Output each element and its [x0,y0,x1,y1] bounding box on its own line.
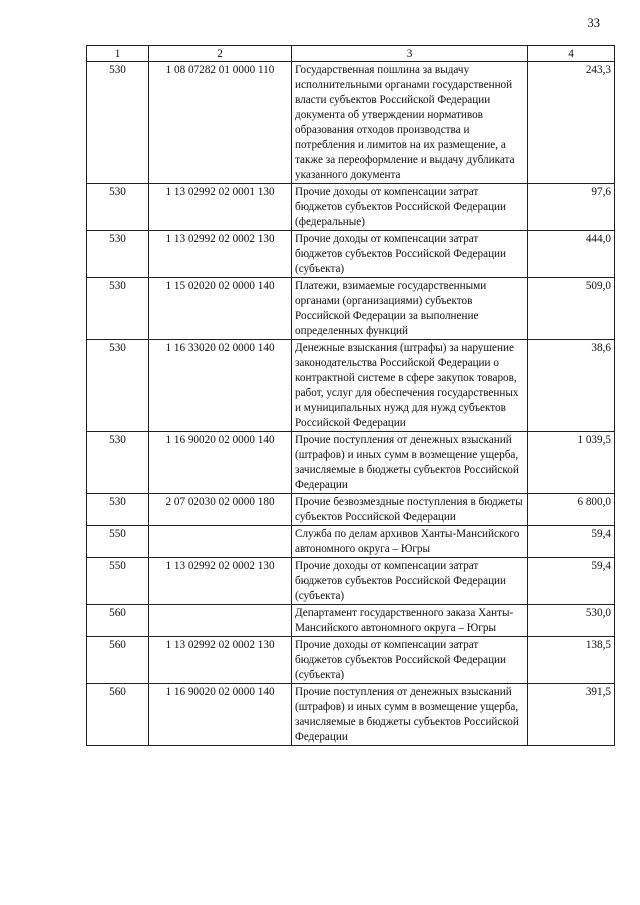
revenue-name-cell: Прочие доходы от компенсации затрат бюджетов субъектов Российской Федерации (субъекта) [292,637,528,684]
table-row [87,605,615,637]
admin-code-cell: 530 [87,62,149,184]
budget-code-cell: 1 13 02992 02 0002 130 [149,637,292,684]
amount-cell: 391,5 [528,684,615,746]
revenue-name-cell: Прочие безвозмездные поступления в бюджеты субъектов Российской Федерации [292,494,528,526]
table-row [87,62,615,184]
budget-code-cell [149,526,292,558]
table-row [87,278,615,340]
budget-code-cell: 1 13 02992 02 0001 130 [149,184,292,231]
admin-code-cell: 560 [87,605,149,637]
amount-cell: 38,6 [528,340,615,432]
revenue-name-cell: Платежи, взимаемые государственными органами (организациями) субъектов Российской Федерации за выполнение определенных функций [292,278,528,340]
admin-code-cell: 530 [87,278,149,340]
admin-code-cell: 530 [87,184,149,231]
column-header-4: 4 [528,46,615,62]
amount-cell: 243,3 [528,62,615,184]
revenue-name-cell: Прочие поступления от денежных взысканий (штрафов) и иных сумм в возмещение ущерба, зачисляемые в бюджеты субъектов Российской Федерации [292,684,528,746]
table-row [87,494,615,526]
amount-cell: 6 800,0 [528,494,615,526]
admin-code-cell: 530 [87,231,149,278]
admin-code-cell: 550 [87,526,149,558]
column-header-3: 3 [292,46,528,62]
admin-code-cell: 530 [87,432,149,494]
budget-code-cell: 1 15 02020 02 0000 140 [149,278,292,340]
column-header-1: 1 [87,46,149,62]
table-row [87,684,615,746]
page-number: 33 [587,16,600,30]
table-row [87,637,615,684]
amount-cell: 59,4 [528,558,615,605]
revenue-table [86,45,615,746]
admin-code-cell: 530 [87,340,149,432]
table-row [87,432,615,494]
budget-code-cell: 1 08 07282 01 0000 110 [149,62,292,184]
admin-code-cell: 560 [87,637,149,684]
revenue-name-cell: Прочие поступления от денежных взысканий (штрафов) и иных сумм в возмещение ущерба, зачисляемые в бюджеты субъектов Российской Федерации [292,432,528,494]
revenue-name-cell: Прочие доходы от компенсации затрат бюджетов субъектов Российской Федерации (федеральные) [292,184,528,231]
revenue-name-cell: Государственная пошлина за выдачу исполнительными органами государственной власти субъектов Российской Федерации документа об утверждении нормативов образования отходов производства и потребления и лимитов на их размещение, а также за переоформление и выдачу дубликата указанного документа [292,62,528,184]
amount-cell: 138,5 [528,637,615,684]
table-row [87,526,615,558]
revenue-name-cell: Департамент государственного заказа Ханты-Мансийского автономного округа – Югры [292,605,528,637]
budget-code-cell: 1 13 02992 02 0002 130 [149,558,292,605]
revenue-name-cell: Прочие доходы от компенсации затрат бюджетов субъектов Российской Федерации (субъекта) [292,558,528,605]
budget-code-cell: 1 13 02992 02 0002 130 [149,231,292,278]
revenue-name-cell: Денежные взыскания (штрафы) за нарушение законодательства Российской Федерации о контрактной системе в сфере закупок товаров, работ, услуг для обеспечения государственных и муниципальных нужд для нужд субъектов Российской Федерации [292,340,528,432]
amount-cell: 59,4 [528,526,615,558]
table-body [87,62,615,746]
revenue-name-cell: Служба по делам архивов Ханты-Мансийского автономного округа – Югры [292,526,528,558]
admin-code-cell: 550 [87,558,149,605]
amount-cell: 444,0 [528,231,615,278]
table-header-row [87,46,615,62]
table-row [87,184,615,231]
admin-code-cell: 530 [87,494,149,526]
budget-code-cell: 1 16 90020 02 0000 140 [149,684,292,746]
amount-cell: 509,0 [528,278,615,340]
budget-code-cell [149,605,292,637]
budget-code-cell: 1 16 90020 02 0000 140 [149,432,292,494]
table-row [87,558,615,605]
table-row [87,340,615,432]
revenue-name-cell: Прочие доходы от компенсации затрат бюджетов субъектов Российской Федерации (субъекта) [292,231,528,278]
column-header-2: 2 [149,46,292,62]
amount-cell: 1 039,5 [528,432,615,494]
budget-code-cell: 1 16 33020 02 0000 140 [149,340,292,432]
amount-cell: 97,6 [528,184,615,231]
amount-cell: 530,0 [528,605,615,637]
table-row [87,231,615,278]
admin-code-cell: 560 [87,684,149,746]
budget-code-cell: 2 07 02030 02 0000 180 [149,494,292,526]
